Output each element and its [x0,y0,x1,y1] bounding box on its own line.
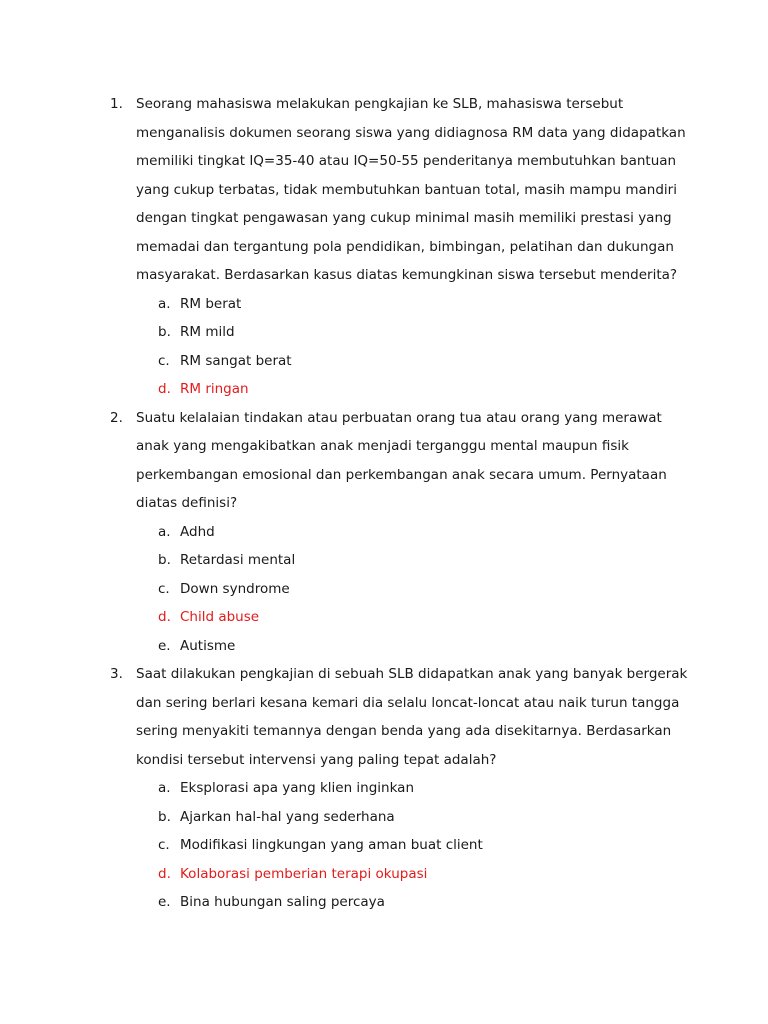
option-letter: b. [158,808,171,825]
option-text: RM ringan [180,381,249,397]
option-letter: a. [158,523,171,540]
option-text: Down syndrome [180,580,290,597]
option-letter: e. [158,637,171,654]
option-letter: b. [158,552,171,568]
option-b [158,318,690,347]
option-letter: d. [158,865,171,882]
option-letter: b. [158,324,171,340]
question-list [110,90,690,917]
option-letter: c. [158,352,170,369]
option-text: RM berat [180,295,242,312]
option-text: Kolaborasi pemberian terapi okupasi [180,865,428,882]
question-text: Seorang mahasiswa melakukan pengkajian ke SLB, mahasiswa tersebut menganalisis dokumen seorang siswa yang didiagnosa RM data yang didapatkan memiliki tingkat IQ=35-40 atau IQ=50-55 penderitanya membutuhkan bantuan yang cukup terbatas, tidak membutuhkan bantuan total, masih mampu mandiri dengan tingkat pengawasan yang cukup minimal masih memiliki prestasi yang memadai dan tergantung pola pendidikan, bimbingan, pelatihan dan dukungan masyarakat. Berdasarkan kasus diatas kemungkinan siswa tersebut menderita? [136,96,686,283]
option-a [158,774,690,803]
option-text: RM sangat berat [180,352,292,369]
option-letter: a. [158,780,171,796]
option-d-correct-answer [158,603,690,632]
option-text: Adhd [180,523,215,540]
question-text: Suatu kelalaian tindakan atau perbuatan orang tua atau orang yang merawat anak yang mengakibatkan anak menjadi terganggu mental maupun fisik perkembangan emosional dan perkembangan anak secara umum. Pernyataan diatas definisi? [136,409,667,511]
question-number: 1. [110,96,123,112]
option-letter: e. [158,894,171,910]
option-b [158,803,690,832]
option-c [158,347,690,376]
option-letter: c. [158,837,170,853]
question-3 [110,660,690,917]
option-c [158,575,690,604]
option-text: Child abuse [180,609,260,625]
option-letter: a. [158,295,171,312]
option-text: Autisme [180,637,236,654]
option-letter: d. [158,381,171,397]
option-d-correct-answer [158,375,690,404]
option-text: Modifikasi lingkungan yang aman buat client [180,837,483,853]
option-e [158,632,690,661]
option-text: Eksplorasi apa yang klien inginkan [180,780,415,796]
option-letter: c. [158,580,170,597]
option-list [110,518,690,661]
question-number: 3. [110,666,123,682]
option-a [158,518,690,547]
option-list [110,774,690,917]
option-text: Retardasi mental [180,552,296,568]
option-text: Bina hubungan saling percaya [180,894,385,910]
option-letter: d. [158,609,171,625]
option-c [158,831,690,860]
question-text: Saat dilakukan pengkajian di sebuah SLB didapatkan anak yang banyak bergerak dan sering berlari kesana kemari dia selalu loncat-loncat atau naik turun tangga sering menyakiti temannya dengan benda yang ada disekitarnya. Berdasarkan kondisi tersebut intervensi yang paling tepat adalah? [136,666,688,768]
option-text: RM mild [180,324,235,340]
option-a [158,290,690,319]
option-b [158,546,690,575]
question-number: 2. [110,409,123,426]
question-2 [110,404,690,661]
option-text: Ajarkan hal-hal yang sederhana [180,808,395,825]
question-1 [110,90,690,404]
option-d-correct-answer [158,860,690,889]
option-e [158,888,690,917]
option-list [110,290,690,404]
